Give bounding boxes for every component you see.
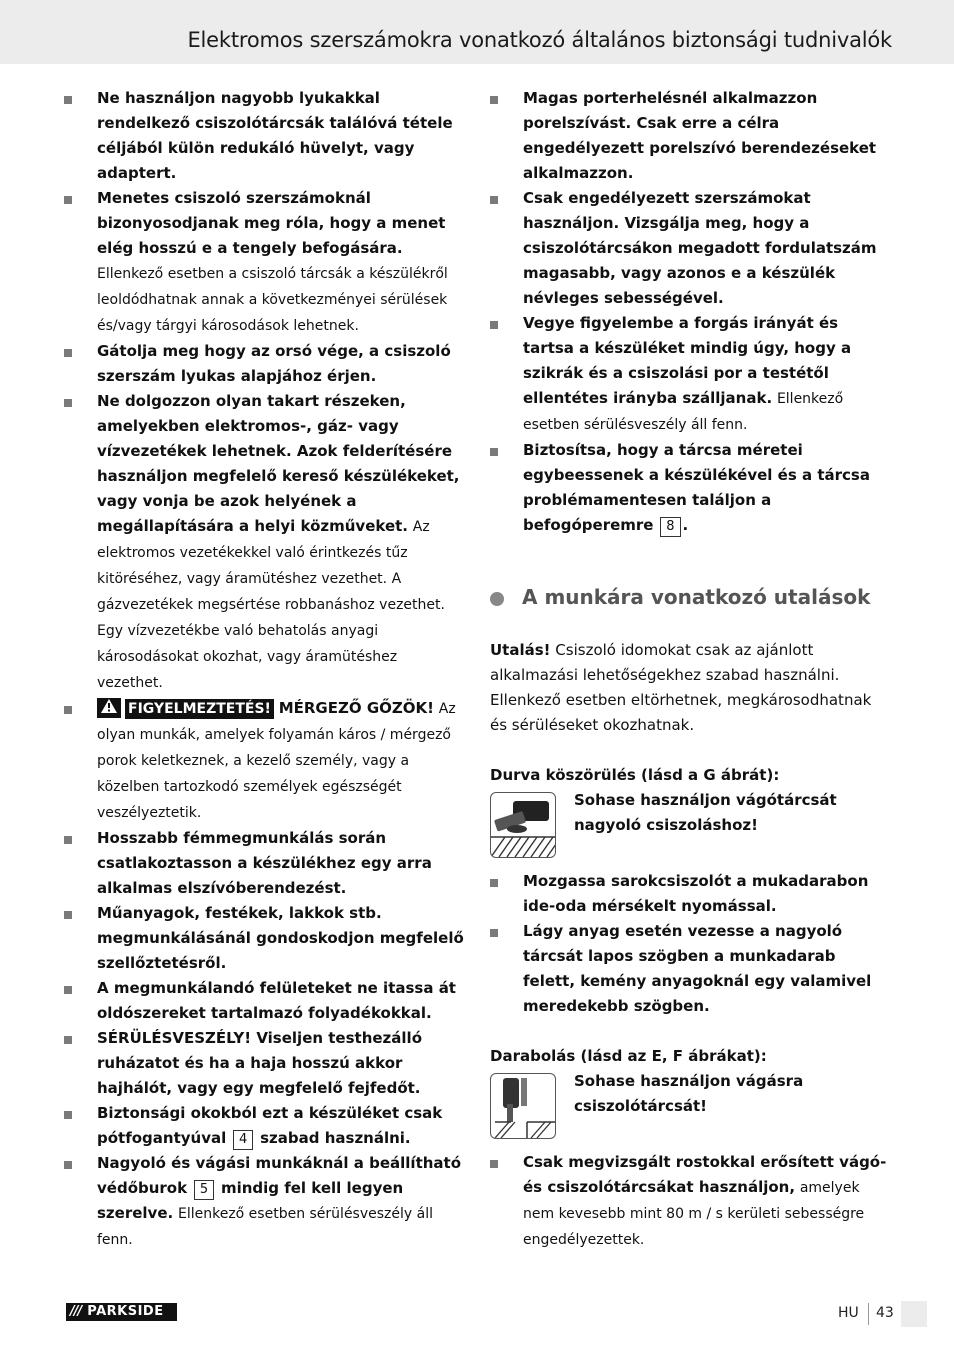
list-item: Vegye figyelembe a forgás irányát és tartsa a készüléket mindig úgy, hogy a szikrák és a csiszolási por a testétől ellentétes irányba szálljanak. Ellenkező esetben sérülésveszély áll fenn. — [490, 311, 892, 438]
list-item: Magas porterhelésnél alkalmazzon porelszívást. Csak erre a célra engedélyezett porelszívó berendezéseket alkalmazzon. — [490, 86, 892, 186]
warning-label: FIGYELMEZTETÉS! — [125, 699, 274, 719]
section-title: A munkára vonatkozó utalások — [522, 585, 871, 609]
bullet-icon — [64, 399, 72, 407]
list-item: Ne használjon nagyobb lyukakkal rendelkező csiszolótárcsák találóvá tétele céljából külön redukáló hüvelyt, vagy adaptert. — [64, 86, 464, 186]
cut-heading: Darabolás (lásd az E, F ábrákat): — [490, 1047, 767, 1065]
bullet-icon — [490, 879, 498, 887]
warning-icon — [97, 698, 121, 718]
note-paragraph: Utalás! Csiszoló idomokat csak az ajánlott alkalmazási lehetőségekhez szabad használni. Ellenkező esetben eltörhetnek, megkárosodhatnak és sérüléseket okozhatnak. — [490, 641, 872, 734]
list-item: A megmunkálandó felületeket ne itassa át oldószereket tartalmazó folyadékokkal. — [64, 976, 464, 1026]
bullet-icon — [490, 196, 498, 204]
list-item: Ne dolgozzon olyan takart részeken, amelyekben elektromos-, gáz- vagy vízvezetékek lehetnek. Azok felderítésére használjon megfelelő kereső készülékeket, vagy vonja be azok helyének a megállapítására a helyi közműveket. Az elektromos vezetékekkel való érintkezés tűz kitöréséhez, vagy áramütéshez vezethet. A gázvezetékek megsértése robbanáshoz vezethet. Egy vízvezetékbe való behatolás anyagi károsodásokat okozhat, vagy áramütéshez vezethet. — [64, 389, 464, 696]
bullet-icon — [490, 96, 498, 104]
list-item: Menetes csiszoló szerszámoknál bizonyosodjanak meg róla, hogy a menet elég hosszú e a tengely befogására. Ellenkező esetben a csiszoló tárcsák a készülékről leoldódhatnak annak a következményei sérülések és/vagy tárgyi károsodások lehetnek. — [64, 186, 464, 339]
grinding-figure-icon — [490, 792, 556, 858]
bullet-icon — [64, 911, 72, 919]
list-item: Nagyoló és vágási munkáknál a beállítható védőburok 5 mindig fel kell legyen szerelve. Ellenkező esetben sérülésveszély áll fenn. — [64, 1151, 464, 1253]
list-item: Gátolja meg hogy az orsó vége, a csiszoló szerszám lyukas alapjához érjen. — [64, 339, 464, 389]
parkside-logo: /// PARKSIDE — [66, 1303, 177, 1321]
list-item: Biztosítsa, hogy a tárcsa méretei egybeessenek a készülékével és a tárcsa problémamentesen találjon a befogóperemre 8 . — [490, 438, 892, 538]
page-title: Elektromos szerszámokra vonatkozó általános biztonsági tudnivalók — [187, 28, 892, 52]
bullet-icon — [64, 706, 72, 714]
bullet-icon — [490, 929, 498, 937]
cutting-figure-icon — [490, 1073, 556, 1139]
bullet-icon — [64, 1036, 72, 1044]
bullet-icon — [490, 321, 498, 329]
bullet-icon — [64, 196, 72, 204]
bullet-icon — [64, 986, 72, 994]
part-number: 8 — [660, 517, 680, 537]
bullet-icon — [490, 448, 498, 456]
left-column — [64, 86, 464, 1253]
rough-heading: Durva köszörülés (lásd a G ábrát): — [490, 766, 780, 784]
list-item: FIGYELMEZTETÉS! MÉRGEZŐ GŐZÖK! Az olyan munkák, amelyek folyamán káros / mérgező porok keletkeznek, a kezelő személy, vagy a közelben tartozkodó személyek egészségét veszélyeztetik. — [64, 696, 464, 826]
bullet-icon — [490, 1160, 498, 1168]
footer-tab — [901, 1301, 927, 1327]
list-item: Lágy anyag esetén vezesse a nagyoló tárcsát lapos szögben a munkadarab felett, kemény anyagoknál egy valamivel meredekebb szögben. — [490, 919, 892, 1019]
cut-warning-text: Sohase használjon vágásra csiszolótárcsát! — [574, 1072, 804, 1115]
rough-figure-row — [490, 788, 892, 863]
list-item: SÉRÜLÉSVESZÉLY! Viseljen testhezálló ruházatot és ha a haja hosszú akkor hajhálót, vagy egy megfelelő fejfedőt. — [64, 1026, 464, 1101]
list-item: Műanyagok, festékek, lakkok stb. megmunkálásánál gondoskodjon megfelelő szellőztetésről. — [64, 901, 464, 976]
section-dot-icon — [490, 592, 504, 606]
part-number: 4 — [233, 1130, 253, 1150]
part-number: 5 — [194, 1180, 214, 1200]
list-item: Hosszabb fémmegmunkálás során csatlakoztasson a készülékhez egy arra alkalmas elszívóberendezést. — [64, 826, 464, 901]
bullet-icon — [64, 1111, 72, 1119]
bullet-icon — [64, 836, 72, 844]
cut-figure-row — [490, 1069, 892, 1144]
list-item: Csak megvizsgált rostokkal erősített vágó- és csiszolótárcsákat használjon, amelyek nem kevesebb mint 80 m / s kerületi sebességre engedélyezettek. — [490, 1150, 892, 1253]
rough-warning-text: Sohase használjon vágótárcsát nagyoló csiszoláshoz! — [574, 791, 837, 834]
language-code: HU — [838, 1305, 859, 1321]
list-item: Csak engedélyezett szerszámokat használjon. Vizsgálja meg, hogy a csiszolótárcsákon megadott fordulatszám magasabb, vagy azonos e a készülék névleges sebességével. — [490, 186, 892, 311]
bullet-icon — [64, 349, 72, 357]
list-item: Biztonsági okokból ezt a készüléket csak pótfogantyúval 4 szabad használni. — [64, 1101, 464, 1151]
right-column — [490, 86, 892, 538]
footer-divider — [868, 1303, 869, 1325]
bullet-icon — [64, 96, 72, 104]
bullet-icon — [64, 1161, 72, 1169]
page-number: 43 — [876, 1305, 894, 1321]
work-notes — [490, 638, 892, 1253]
list-item: Mozgassa sarokcsiszolót a mukadarabon ide-oda mérsékelt nyomással. — [490, 869, 892, 919]
